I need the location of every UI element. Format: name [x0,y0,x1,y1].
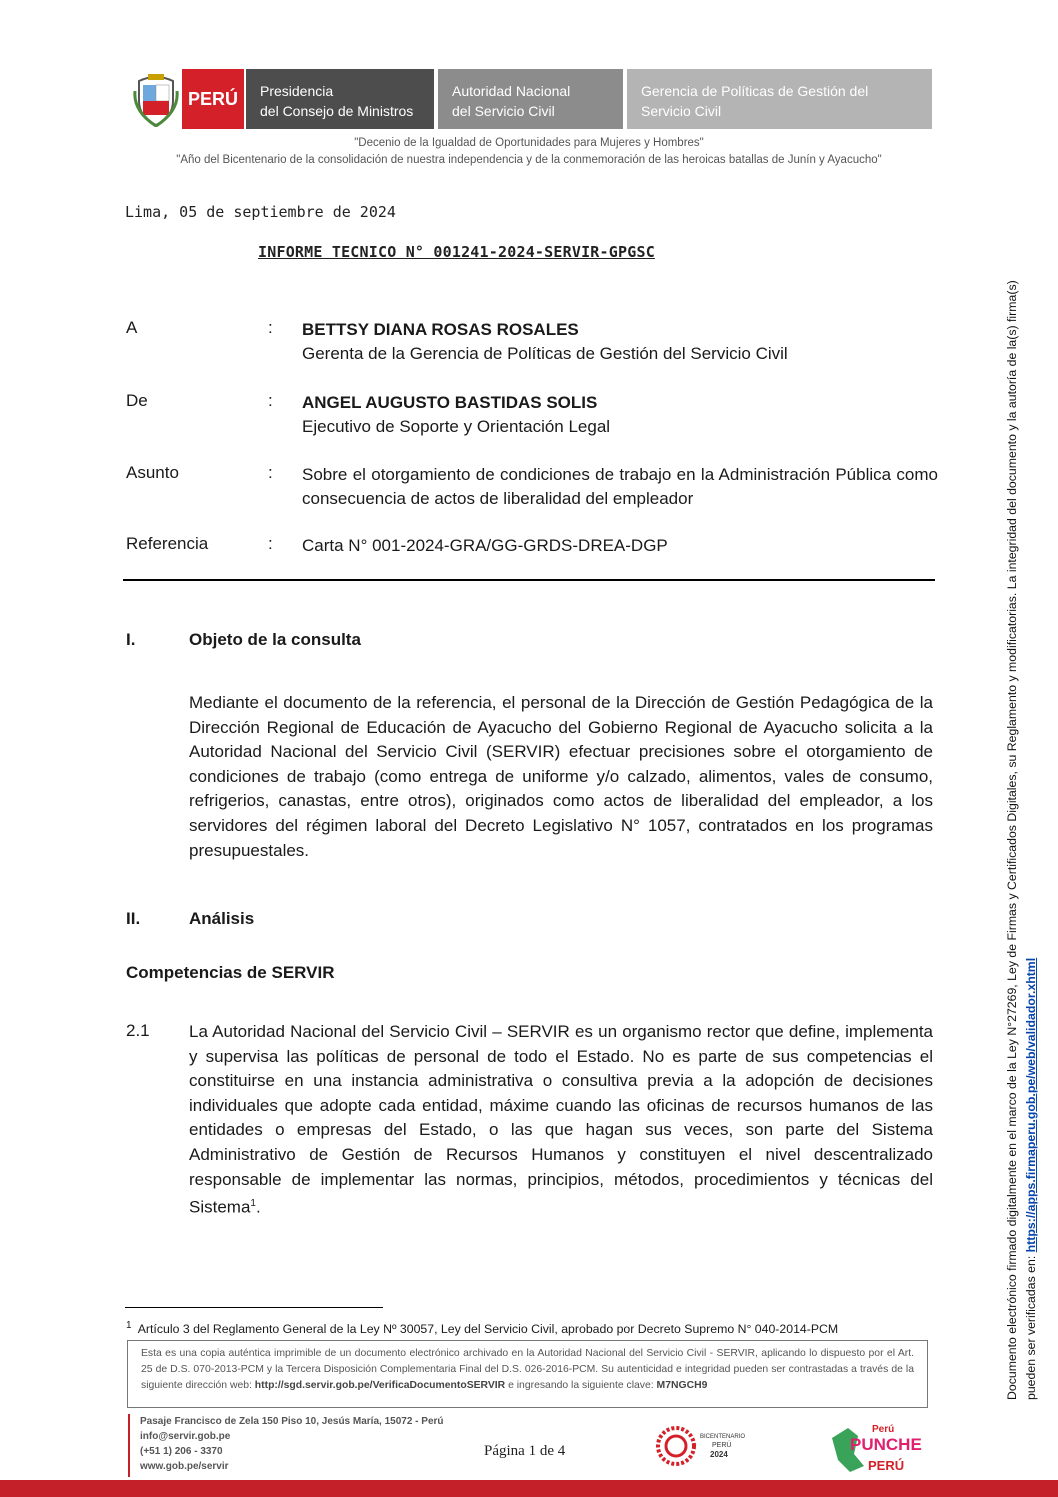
from-colon: : [268,391,273,410]
digital-signature-note [1003,220,1041,1400]
from-role: Ejecutivo de Soporte y Orientación Legal [302,417,611,436]
section-1-title: Objeto de la consulta [189,630,361,649]
subject-label: Asunto [126,463,179,482]
header-divider [123,579,935,581]
paragraph-2-1-text: La Autoridad Nacional del Servicio Civil – SERVIR es un organismo rector que define, implementa y supervisa las políticas de personal de todo el Estado. No es parte de sus competencias el constituirse en una instancia administrativa o consultiva previa a la adopción de decisiones individuales que adopte cada entidad, máxime cuando las oficinas de recursos humanos de las entidades o empresas del Estado, o las que hagan sus veces, son parte del Sistema Administrativo de Gestión de Recursos Humanos y constituyen el nivel descentralizado responsable de implementar las normas, principios, métodos, procedimientos y técnicas del Sistema [189,1022,933,1217]
reference-text: Carta N° 001-2024-GRA/GG-GRDS-DREA-DGP [302,536,668,555]
footer-web[interactable]: www.gob.pe/servir [140,1461,229,1472]
punche-text-2: PUNCHE [850,1435,922,1454]
reference-colon: : [268,534,273,553]
page-number: Página 1 de 4 [484,1443,566,1459]
motto-year: "Año del Bicentenario de la consolidación de nuestra independencia y de la conmemoración de las heroicas batallas de Junín y Ayacucho" [176,154,882,166]
to-name: BETTSY DIANA ROSAS ROSALES [302,320,579,339]
bicent-text-1: BICENTENARIO [700,1434,746,1440]
from-block [302,391,938,439]
verification-url[interactable]: http://sgd.servir.gob.pe/VerificaDocumentoSERVIR [254,1379,506,1391]
coat-of-arms-icon [133,71,179,127]
footer-red-band [0,1480,1058,1497]
header-gpgsc-box [627,69,932,129]
section-2-title: Análisis [189,909,255,928]
to-label: A [126,318,138,337]
bicent-text-3: 2024 [710,1450,728,1459]
bicentenario-logo [654,1424,754,1472]
document-date: Lima, 05 de septiembre de 2024 [125,203,396,221]
footer-contact [140,1414,444,1474]
verification-text-a: Esta es una copia auténtica imprimible de un documento electrónico archivado en la Autoridad Nacional del Servicio Civil - SERVIR, aplicando lo dispuesto por el Art. 25 de D.S. 070-2013-PCM y la Tercera Disposición Complementaria Final del D.S. 026-2016-PCM. Su autenticidad e integridad pueden ser contrastadas a través de la siguiente dirección web: [141,1348,914,1391]
paragraph-2-1: La Autoridad Nacional del Servicio Civil – SERVIR es un organismo rector que define, implementa y supervisa las políticas de personal de todo el Estado. No es parte de sus competencias el constituirse en una instancia administrativa o consultiva previa a la adopción de decisiones individuales que adopte cada entidad, máxime cuando las oficinas de recursos humanos de las entidades o empresas del Estado, o las que hagan sus veces, son parte del Sistema Administrativo de Gestión de Recursos Humanos y constituyen el nivel descentralizado responsable de implementar las normas, principios, métodos, procedimientos y técnicas del Sistema$^1$. [189,1022,933,1217]
header-servir-box [438,69,623,129]
motto-decade: "Decenio de la Igualdad de Oportunidades para Mujeres y Hombres" [354,137,704,149]
punche-text-3: PERÚ [868,1458,905,1473]
header-servir-line1: Autoridad Nacional [452,83,571,99]
punche-text-1: Perú [872,1424,895,1435]
verification-box [127,1340,928,1408]
subject-colon: : [268,463,273,482]
footnote-text: Artículo 3 del Reglamento General de la Ley Nº 30057, Ley del Servicio Civil, aprobado por Decreto Supremo N° 040-2014-PCM [137,1322,839,1337]
section-1-number: I. [126,630,136,649]
section-1-paragraph: Mediante el documento de la referencia, el personal de la Dirección de Gestión Pedagógica de la Dirección Regional de Educación de Ayacucho del Gobierno Regional de Ayacucho solicita a la Autoridad Nacional del Servicio Civil (SERVIR) efectuar precisiones sobre el otorgamiento de condiciones de trabajo (como entrega de uniforme y/o calzado, alimentos, vales de consumo, refrigerios, canastas, entre otros), originados como actos de liberalidad del empleador, a los servidores del régimen laboral del Decreto Legislativo N° 1057, contratados en los programas presupuestales. [189,693,933,860]
footer-email[interactable]: info@servir.gob.pe [140,1431,231,1442]
subsection-title: Competencias de SERVIR [126,963,335,982]
header-pcm-line1: Presidencia [260,83,334,99]
footnote-rule [125,1307,383,1308]
footer-address: Pasaje Francisco de Zela 150 Piso 10, Jesús María, 15072 - Perú [140,1416,444,1427]
peru-punche-logo [828,1420,924,1474]
header-gpgsc-line2: Servicio Civil [641,103,722,119]
footnote-number: 1 [126,1320,132,1331]
header-gpgsc-line1: Gerencia de Políticas de Gestión del [641,83,869,99]
footnote-1 [126,1320,838,1336]
document-title: INFORME TECNICO N° 001241-2024-SERVIR-GPGSC [258,243,655,261]
signature-note-line1: Documento electrónico firmado digitalmente en el marco de la Ley N°27269, Ley de Firmas y Certificados Digitales, su Reglamento y modificatorias. La integridad del documento y la autoría de la(s) firma(s) [1005,280,1019,1400]
footer-phone: (+51 1) 206 - 3370 [140,1446,223,1457]
peru-brand-label: PERÚ [182,69,244,129]
reference-label: Referencia [126,534,209,553]
bicent-text-2: PERÚ [712,1442,732,1449]
header-pcm-line2: del Consejo de Ministros [260,103,414,119]
header-pcm-box [246,69,434,129]
to-role: Gerenta de la Gerencia de Políticas de Gestión del Servicio Civil [302,344,788,363]
header-servir-line2: del Servicio Civil [452,103,555,119]
subject-text: Sobre el otorgamiento de condiciones de trabajo en la Administración Pública como consecuencia de actos de liberalidad del empleador [302,465,938,508]
verification-text-b: e ingresando la siguiente clave: [508,1379,654,1391]
to-block [302,318,938,366]
section-2-number: II. [126,909,141,928]
from-name: ANGEL AUGUSTO BASTIDAS SOLIS [302,393,598,412]
validator-link[interactable]: https://apps.firmaperu.gob.pe/web/validador.xhtml [1024,957,1038,1253]
from-label: De [126,391,148,410]
signature-note-line2 [1022,220,1041,1400]
footnote-ref-1: 1 [250,1198,256,1210]
paragraph-2-1-number: 2.1 [126,1021,150,1040]
to-colon: : [268,318,273,337]
verification-key: M7NGCH9 [656,1379,708,1391]
footer-accent-line [128,1414,130,1477]
signature-note-line2-text: pueden ser verificadas en: [1024,1255,1038,1400]
